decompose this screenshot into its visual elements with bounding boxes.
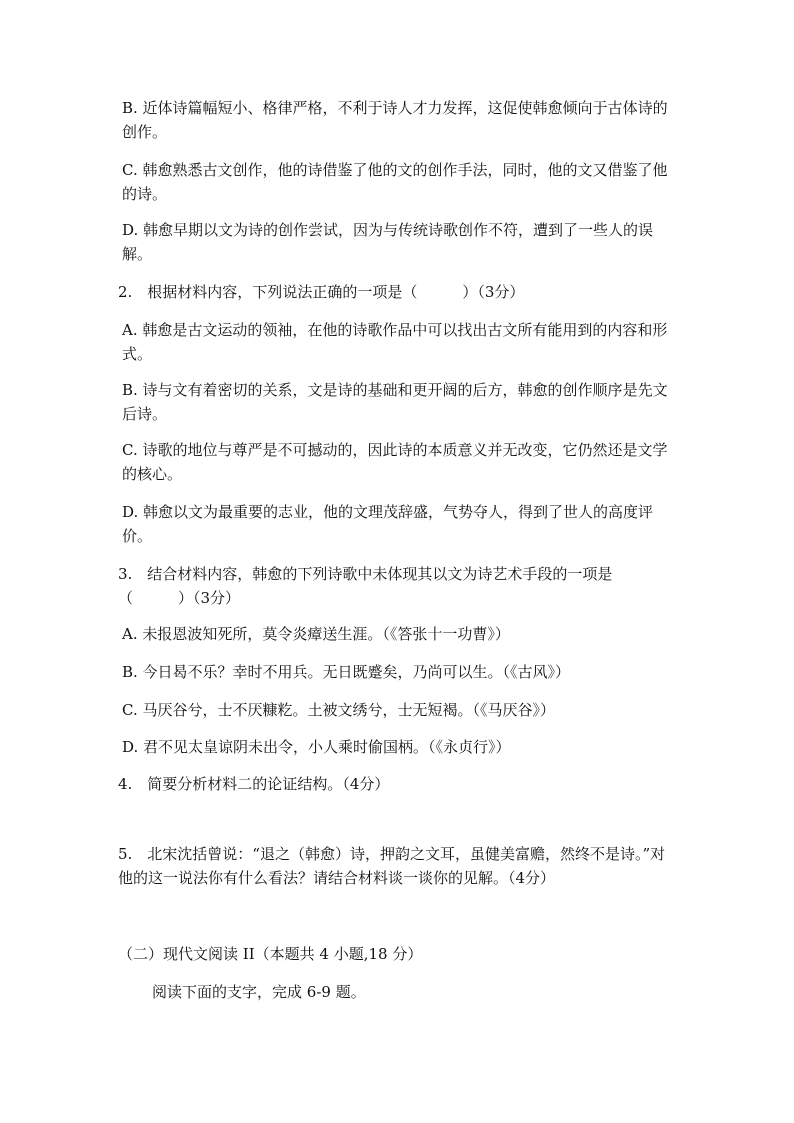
q3-option-a: A. 未报恩波知死所，莫令炎瘴送生涯。（《答张十一功曹》）: [122, 625, 510, 643]
q2-option-d: D. 韩愈以文为最重要的志业，他的文理茂辞盛，气势夺人，得到了世人的高度评价。: [122, 503, 654, 545]
q2-option-c: C. 诗歌的地位与尊严是不可撼动的，因此诗的本质意义并无改变，它仍然还是文学的核心。: [122, 441, 668, 483]
section-2-instruction: 阅读下面的支字，完成 6-9 题。: [152, 983, 366, 1001]
question-2-stem: 2. 根据材料内容，下列说法正确的一项是（ ）（3分）: [118, 283, 525, 301]
question-5-stem: 5. 北宋沈括曾说：“退之（韩愈）诗，押韵之文耳，虽健美富赡，然终不是诗。”对他的这一说法你有什么看法？请结合材料谈一谈你的见解。（4分）: [118, 845, 666, 887]
question-4-stem: 4. 简要分析材料二的论证结构。（4分）: [118, 775, 390, 793]
q2-option-a: A. 韩愈是古文运动的领袖，在他的诗歌作品中可以找出古文所有能用到的内容和形式。: [122, 321, 668, 363]
question-3-stem: 3. 结合材料内容，韩愈的下列诗歌中未体现其以文为诗艺术手段的一项是（ ）（3分）: [118, 565, 613, 607]
q2-option-b: B. 诗与文有着密切的关系，文是诗的基础和更开阔的后方，韩愈的创作顺序是先文后诗。: [122, 381, 668, 423]
q1-option-c: C. 韩愈熟悉古文创作，他的诗借鉴了他的文的创作手法，同时，他的文又借鉴了他的诗。: [122, 161, 668, 203]
section-2-title: （二）现代文阅读 II（本题共 4 小题,18 分）: [118, 945, 423, 963]
q3-option-b: B. 今日曷不乐？幸时不用兵。无日既蹙矣，乃尚可以生。（《古风》）: [122, 663, 571, 681]
q1-option-d: D. 韩愈早期以文为诗的创作尝试，因为与传统诗歌创作不符，遭到了一些人的误解。: [122, 221, 654, 263]
q3-option-d: D. 君不见太皇谅阴未出令，小人乘时偷国柄。（《永贞行》）: [122, 738, 511, 756]
q1-option-b: B. 近体诗篇幅短小、格律严格，不利于诗人才力发挥，这促使韩愈倾向于古体诗的创作。: [122, 99, 668, 141]
q3-option-c: C. 马厌谷兮，士不厌糠籺。土被文绣兮，士无短褐。（《马厌谷》）: [122, 701, 555, 719]
